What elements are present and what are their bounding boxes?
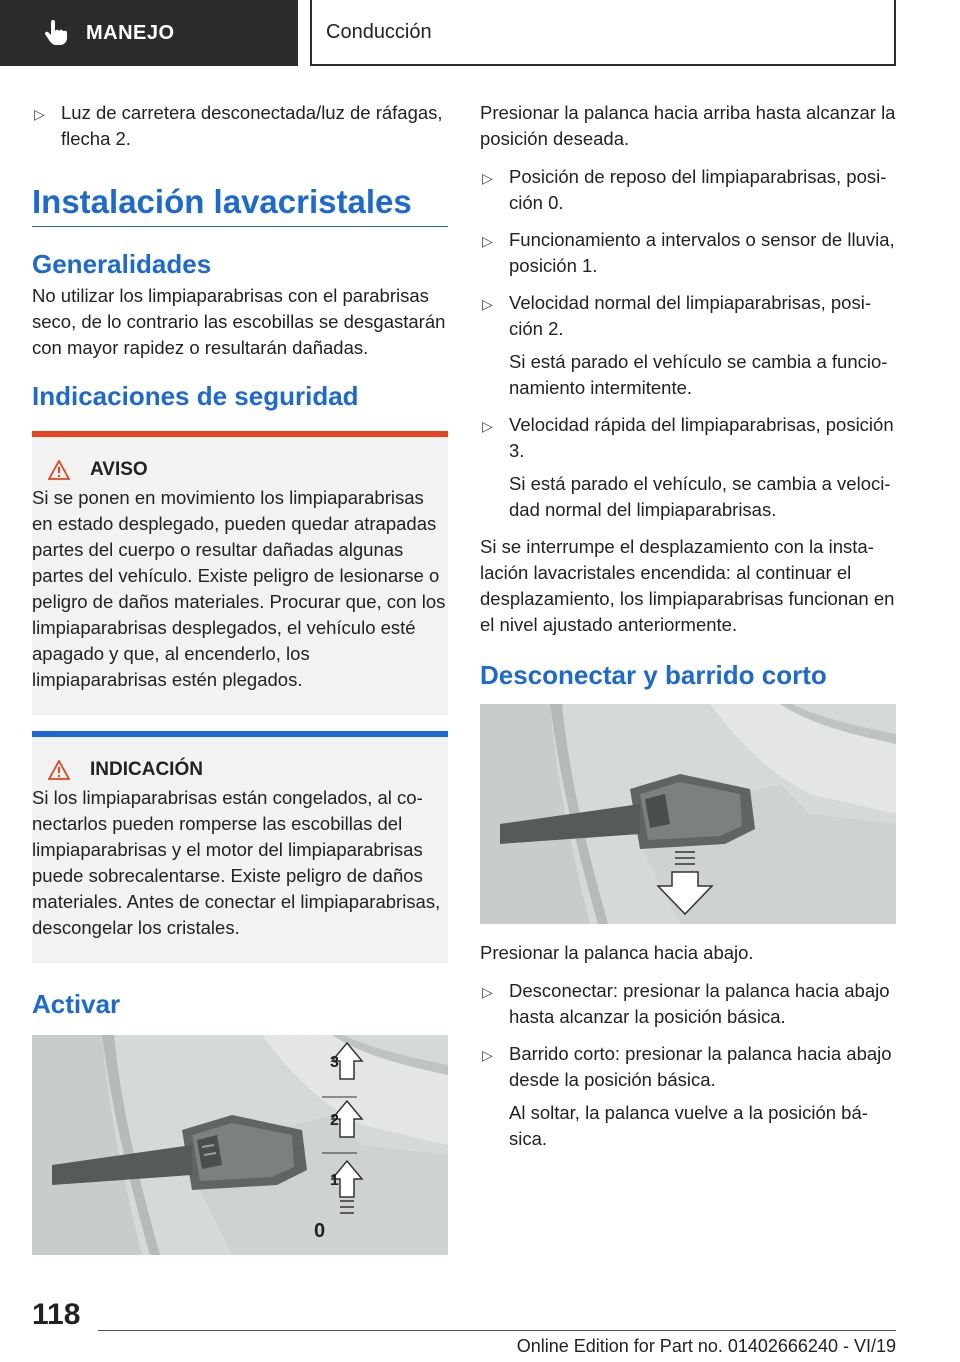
info-title: INDICACIÓN [36, 759, 448, 781]
down-text: Presionar la palanca hacia abajo. [480, 942, 754, 963]
list-item: ▷ Barrido corto: presionar la palanca hacia abajo desde la posición básica. Al soltar, la palanca vuelve a la posición básica. [482, 1043, 892, 1149]
left-column [32, 100, 448, 1255]
heading-disconnect: Desconectar y barrido corto [480, 660, 827, 690]
page-number: 118 [32, 1298, 81, 1331]
warning-title: AVISO [36, 459, 448, 481]
general-text: No utilizar los limpiaparabrisas con el parabrisas seco, de lo contrario las escobillas se desgastarán con mayor rapidez o resultarán dañadas. [32, 285, 446, 358]
triangle-right-icon: ▷ [482, 296, 493, 312]
warning-triangle-icon [48, 760, 70, 780]
wiper-lever-down-illustration [480, 704, 896, 924]
list-item: ▷ Velocidad normal del limpiaparabrisas, posición 2. Si está parado el vehículo se cambia a funcionamiento intermitente. [482, 292, 888, 398]
triangle-right-icon: ▷ [482, 1047, 493, 1063]
label-position-2: 2 [330, 1112, 339, 1129]
info-text: Si los limpiaparabrisas están congelados, al conectarlos pueden romperse las escobillas del limpiaparabrisas y el motor del limpiaparabrisas puede sobrecalentarse. Existe peligro de daños materiales. Antes de conectar el limpiaparabrisas, descongelar los cristales. [32, 787, 441, 938]
list-item: ▷ Funcionamiento a intervalos o sensor de lluvia, posición 1. [482, 229, 895, 276]
triangle-right-icon: ▷ [34, 106, 45, 122]
warning-triangle-icon [48, 460, 70, 480]
heading-security: Indicaciones de seguridad [32, 381, 359, 411]
page-header [0, 0, 960, 66]
list-item: ▷ Posición de reposo del limpiaparabrisas, posición 0. [482, 166, 887, 213]
chapter-tab[interactable] [0, 0, 298, 66]
list-item: ▷ Velocidad rápida del limpiaparabrisas, posición 3. Si está parado el vehículo, se cambia a velocidad normal del limpiaparabrisas. [482, 414, 894, 520]
triangle-right-icon: ▷ [482, 984, 493, 1000]
disconnect-list [480, 978, 896, 1152]
triangle-right-icon: ▷ [482, 418, 493, 434]
heading-general: Generalidades [32, 249, 212, 279]
triangle-right-icon: ▷ [482, 233, 493, 249]
figure-activate [32, 1035, 448, 1255]
right-column [480, 100, 896, 1163]
intro-text: Presionar la palanca hacia arriba hasta alcanzar la posición deseada. [480, 102, 896, 149]
list-item: ▷ Luz de carretera desconectada/luz de ráfagas, flecha 2. [34, 102, 443, 149]
triangle-right-icon: ▷ [482, 170, 493, 186]
label-position-1: 1 [330, 1172, 339, 1189]
label-position-3: 3 [330, 1054, 339, 1071]
wiper-lever-illustration [32, 1035, 448, 1255]
list-item: ▷ Desconectar: presionar la palanca hacia abajo hasta alcanzar la posición básica. [482, 980, 890, 1027]
figure-disconnect [480, 704, 896, 924]
section-title: Conducción [310, 0, 896, 66]
footer-divider [98, 1330, 896, 1331]
edition-text: Online Edition for Part no. 01402666240 - VI/19 [516, 1336, 896, 1356]
label-position-0: 0 [314, 1220, 326, 1242]
warning-text: Si se ponen en movimiento los limpiaparabrisas en estado desplegado, pueden quedar atrapadas partes del cuerpo o resultar dañadas algunas partes del vehículo. Existe peligro de lesionarse o peligro de daños materiales. Procurar que, con los limpiaparabrisas desplegados, el vehículo esté apagado y que, al encenderlo, los limpiaparabrisas estén plegados. [32, 487, 446, 690]
info-box [32, 731, 448, 963]
heading-activate: Activar [32, 989, 121, 1019]
interrupt-text: Si se interrumpe el desplazamiento con la instalación lavacristales encendida: al continuar el desplazamiento, los limpiaparabrisas funcionan en el nivel ajustado anteriormente. [480, 536, 895, 635]
warning-box [32, 431, 448, 715]
main-heading: Instalación lavacristales [32, 182, 448, 227]
hand-pointer-icon [42, 19, 70, 47]
top-bullet-list [32, 100, 448, 152]
chapter-label: MANEJO [86, 21, 175, 44]
positions-list [480, 164, 896, 523]
